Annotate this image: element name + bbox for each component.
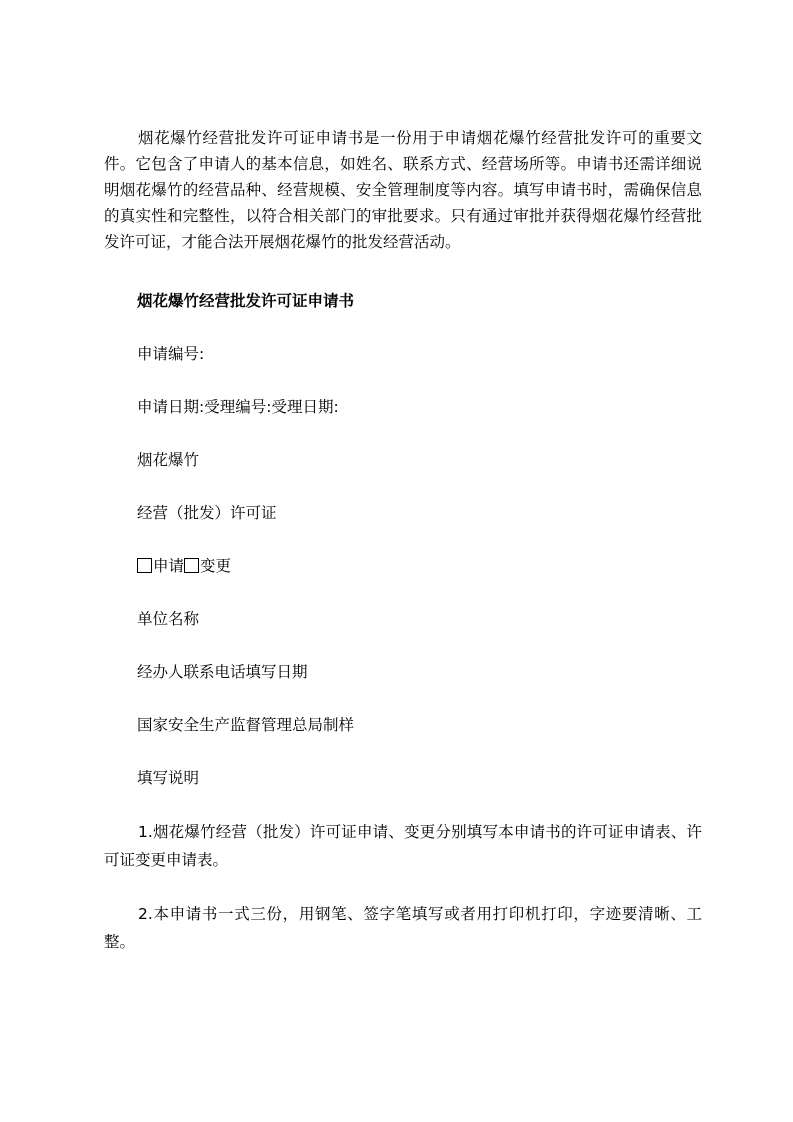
instruction-note-2: 2.本申请书一式三份，用钢笔、签字笔填写或者用打印机打印，字迹要清晰、工整。 bbox=[104, 905, 702, 951]
contact-field: 经办人联系电话填写日期 bbox=[137, 663, 308, 681]
apply-option-label: 申请 bbox=[153, 557, 185, 575]
instruction-note-1: 1.烟花爆竹经营（批发）许可证申请、变更分别填写本申请书的许可证申请表、许可证变更申请表。 bbox=[104, 823, 702, 869]
dates-field: 申请日期:受理编号:受理日期: bbox=[137, 398, 339, 416]
cover-line-license: 经营（批发）许可证 bbox=[137, 504, 277, 522]
intro-paragraph: 烟花爆竹经营批发许可证申请书是一份用于申请烟花爆竹经营批发许可的重要文件。它包含了申请人的基本信息，如姓名、联系方式、经营场所等。申请书还需详细说明烟花爆竹的经营品种、经营规模、安全管理制度等内容。填写申请书时，需确保信息的真实性和完整性，以符合相关部门的审批要求。只有通过审批并获得烟花爆竹经营批发许可证，才能合法开展烟花爆竹的批发经营活动。 bbox=[104, 129, 702, 251]
unit-name-field: 单位名称 bbox=[137, 610, 200, 628]
application-number-field: 申请编号: bbox=[137, 345, 205, 363]
document-title: 烟花爆竹经营批发许可证申请书 bbox=[137, 292, 355, 310]
cover-line-fireworks: 烟花爆竹 bbox=[137, 451, 200, 469]
application-type-options bbox=[137, 555, 231, 577]
instructions-heading: 填写说明 bbox=[137, 769, 200, 787]
change-option-label: 变更 bbox=[200, 557, 232, 575]
issuer-line: 国家安全生产监督管理总局制样 bbox=[137, 716, 355, 734]
apply-checkbox[interactable] bbox=[137, 558, 152, 573]
change-checkbox[interactable] bbox=[184, 558, 199, 573]
